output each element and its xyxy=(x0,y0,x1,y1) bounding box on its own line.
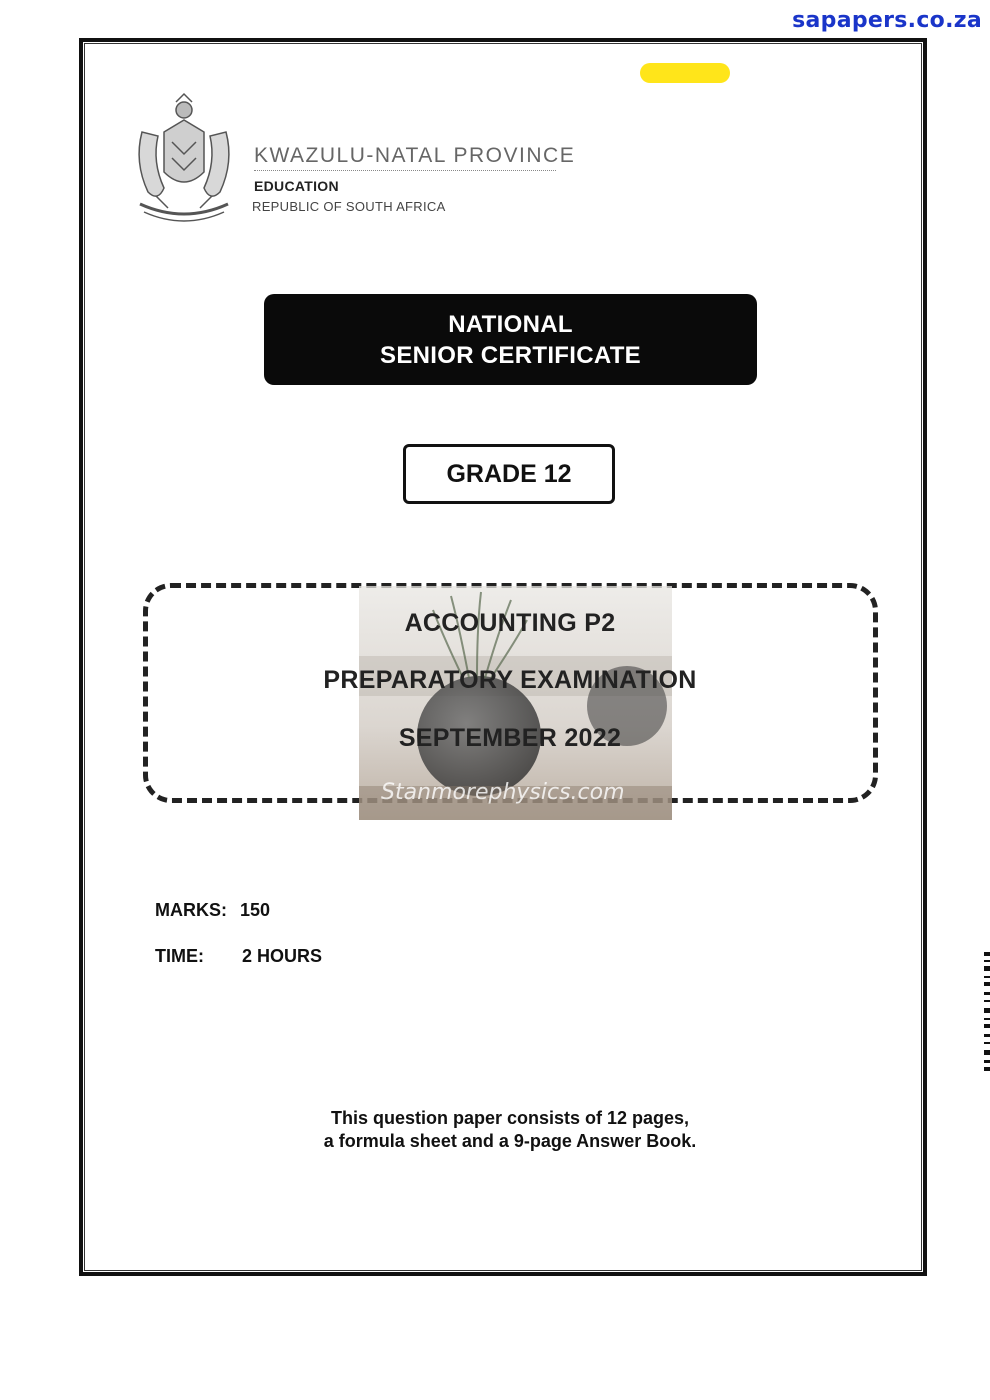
footer-line-2: a formula sheet and a 9-page Answer Book. xyxy=(323,1131,697,1151)
province-name: KWAZULU-NATAL PROVINCE xyxy=(254,144,576,167)
marks-value: 150 xyxy=(240,900,271,920)
highlighter-mark xyxy=(640,63,730,83)
marks-label: MARKS: xyxy=(155,900,227,920)
footer-line-1: This question paper consists of 12 pages, xyxy=(330,1108,690,1128)
country-name: REPUBLIC OF SOUTH AFRICA xyxy=(252,199,446,214)
edge-barcode-icon xyxy=(984,952,990,1072)
department-name: EDUCATION xyxy=(254,178,339,194)
grade-label: GRADE 12 xyxy=(446,459,572,488)
grade-box xyxy=(403,444,615,504)
exam-date: SEPTEMBER 2022 xyxy=(398,724,622,752)
certificate-line-2: SENIOR CERTIFICATE xyxy=(380,341,641,369)
photo-watermark-text: Stanmorephysics.com xyxy=(381,780,625,805)
site-url-watermark[interactable]: sapapers.co.za xyxy=(792,8,982,33)
time-value: 2 HOURS xyxy=(242,946,323,966)
subject-title: ACCOUNTING P2 xyxy=(404,609,616,637)
coat-of-arms-icon xyxy=(128,92,240,230)
time-label: TIME: xyxy=(155,946,204,966)
certificate-banner xyxy=(264,294,757,385)
certificate-line-1: NATIONAL xyxy=(448,310,573,338)
province-divider xyxy=(254,170,556,171)
exam-type: PREPARATORY EXAMINATION xyxy=(323,666,697,694)
